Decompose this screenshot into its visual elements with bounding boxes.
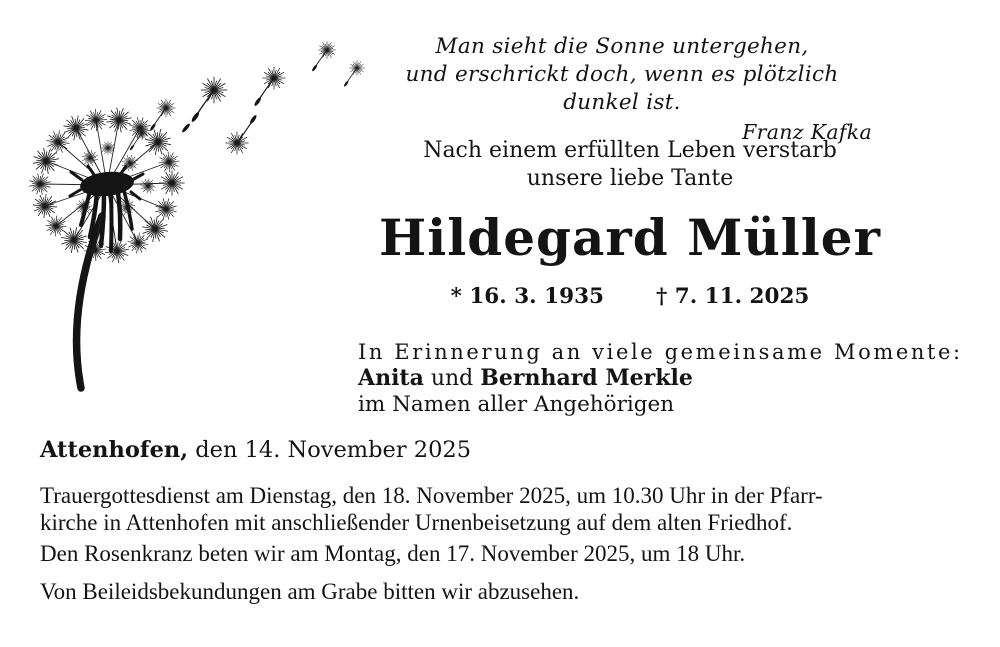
condolences-announcement: Von Beileidsbekundungen am Grabe bitten wir abzusehen.	[40, 579, 580, 604]
birth-date: * 16. 3. 1935	[450, 284, 604, 309]
dates-row	[330, 284, 930, 309]
rosary-announcement: Den Rosenkranz beten wir am Montag, den 17. November 2025, um 18 Uhr.	[40, 541, 746, 566]
service-line-1: Trauergottesdienst am Dienstag, den 18. November 2025, um 10.30 Uhr in der Pfarr-	[40, 483, 823, 508]
service-announcement	[40, 482, 960, 536]
quote-attribution: Franz Kafka	[742, 120, 872, 144]
intro-line-2: unsere liebe Tante	[526, 166, 734, 191]
intro-block	[330, 137, 930, 193]
dateline	[40, 437, 471, 463]
quote-line-1: Man sieht die Sonne untergehen,	[435, 34, 809, 59]
mourner-first: Anita	[358, 365, 424, 391]
dateline-date: den 14. November 2025	[195, 437, 472, 463]
mourner-conjunction: und	[430, 366, 474, 391]
service-line-2: kirche in Attenhofen mit anschließender Urnenbeisetzung auf dem alten Friedhof.	[40, 510, 793, 535]
quote-line-2: und erschrickt doch, wenn es plötzlich dunkel ist.	[405, 62, 839, 115]
quote-block	[368, 33, 876, 146]
memory-heading: In Erinnerung an viele gemeinsame Momente:	[358, 340, 963, 364]
memory-block	[358, 339, 978, 418]
intro-line-1: Nach einem erfüllten Leben verstarb	[423, 138, 837, 163]
memory-mourners	[358, 365, 978, 392]
mourner-second: Bernhard Merkle	[480, 365, 693, 391]
dateline-place: Attenhofen,	[40, 437, 189, 463]
deceased-name: Hildegard Müller	[379, 208, 881, 267]
death-date: † 7. 11. 2025	[656, 284, 810, 309]
memory-closing: im Namen aller Angehörigen	[358, 392, 675, 417]
